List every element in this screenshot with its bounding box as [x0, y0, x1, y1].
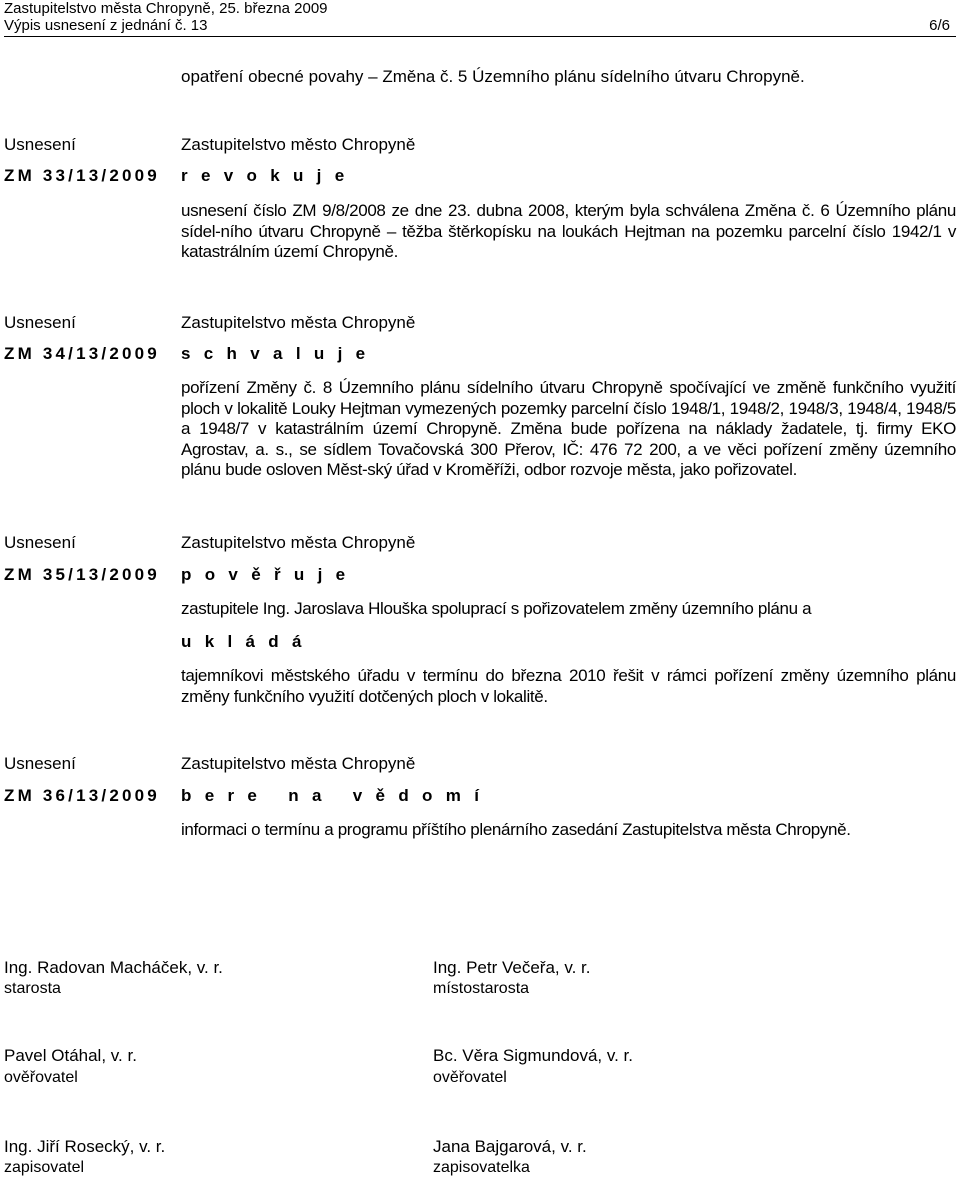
signature-role: ověřovatel	[433, 1069, 507, 1086]
council-name: Zastupitelstvo města Chropyně	[181, 533, 416, 552]
signature-role: ověřovatel	[4, 1069, 78, 1086]
page-header	[4, 0, 956, 34]
resolution-label: Usnesení	[4, 533, 76, 552]
signature-role: zapisovatel	[4, 1159, 85, 1176]
header-title: Zastupitelstvo města Chropyně, 25. března 2009	[4, 0, 328, 17]
signature-name: Ing. Petr Večeřa, v. r.	[433, 958, 591, 977]
header-line2	[4, 17, 956, 34]
signature-role: zapisovatelka	[433, 1159, 530, 1176]
council-name: Zastupitelstvo město Chropyně	[181, 135, 416, 154]
signature-name: Pavel Otáhal, v. r.	[4, 1046, 137, 1065]
resolution-verb: r e v o k u j e	[181, 166, 349, 185]
resolution-text: zastupitele Ing. Jaroslava Hlouška spoluprací s pořizovatelem změny územního plánu a	[181, 599, 812, 618]
intro-text: opatření obecné povahy – Změna č. 5 Územního plánu sídelního útvaru Chropyně.	[181, 67, 805, 86]
resolution-text-secondary: tajemníkovi městského úřadu v termínu do března 2010 řešit v rámci pořízení změny územního plánu změny funkčního využití dotčených ploch v lokalitě.	[181, 666, 956, 706]
resolution-verb: p o v ě ř u j e	[181, 565, 350, 584]
header-divider	[4, 36, 956, 37]
resolution-number: ZM 34/13/2009	[4, 344, 160, 363]
resolution-text: pořízení Změny č. 8 Územního plánu sídelního útvaru Chropyně spočívající ve změně funkčního využití ploch v lokalitě Louky Hejtman vymezených pozemky parcelní číslo 1948/1, 1948/2, 1948/3, 1948/4, 1948/5 a 1948/7 v katastrálním území Chropyně. Změna bude pořízena na náklady žadatele, tj. firmy EKO Agrostav, a. s., se sídlem Tovačovská 300 Přerov, IČ: 476 72 200, a ve věci pořízení změny územního plánu bude osloven Měst-ský úřad v Kroměříži, odbor rozvoje města, jako pořizovatel.	[181, 378, 956, 479]
resolution-label: Usnesení	[4, 313, 76, 332]
resolution-verb: b e r e n a v ě d o m í	[181, 786, 484, 805]
resolution-label: Usnesení	[4, 135, 76, 154]
signature-name: Bc. Věra Sigmundová, v. r.	[433, 1046, 633, 1065]
resolution-number: ZM 36/13/2009	[4, 786, 160, 805]
resolution-label: Usnesení	[4, 754, 76, 773]
council-name: Zastupitelstvo města Chropyně	[181, 754, 416, 773]
signature-role: místostarosta	[433, 980, 530, 997]
resolution-number: ZM 35/13/2009	[4, 565, 160, 584]
header-subtitle: Výpis usnesení z jednání č. 13	[4, 17, 208, 34]
signature-role: starosta	[4, 980, 61, 997]
resolution-number: ZM 33/13/2009	[4, 166, 160, 185]
resolution-text: informaci o termínu a programu příštího plenárního zasedání Zastupitelstva města Chropyně.	[181, 820, 851, 839]
council-name: Zastupitelstvo města Chropyně	[181, 313, 416, 332]
resolution-verb-secondary: u k l á d á	[181, 632, 306, 651]
resolution-text: usnesení číslo ZM 9/8/2008 ze dne 23. dubna 2008, kterým byla schválena Změna č. 6 Územního plánu sídel-ního útvaru Chropyně – těžba štěrkopísku na loukách Hejtman na pozemku parcelní číslo 1942/1 v katastrálním území Chropyně.	[181, 201, 956, 261]
resolution-verb: s c h v a l u j e	[181, 344, 370, 363]
signature-name: Ing. Jiří Rosecký, v. r.	[4, 1137, 166, 1156]
page-number: 6/6	[929, 17, 950, 34]
signature-name: Jana Bajgarová, v. r.	[433, 1137, 587, 1156]
signature-name: Ing. Radovan Macháček, v. r.	[4, 958, 223, 977]
